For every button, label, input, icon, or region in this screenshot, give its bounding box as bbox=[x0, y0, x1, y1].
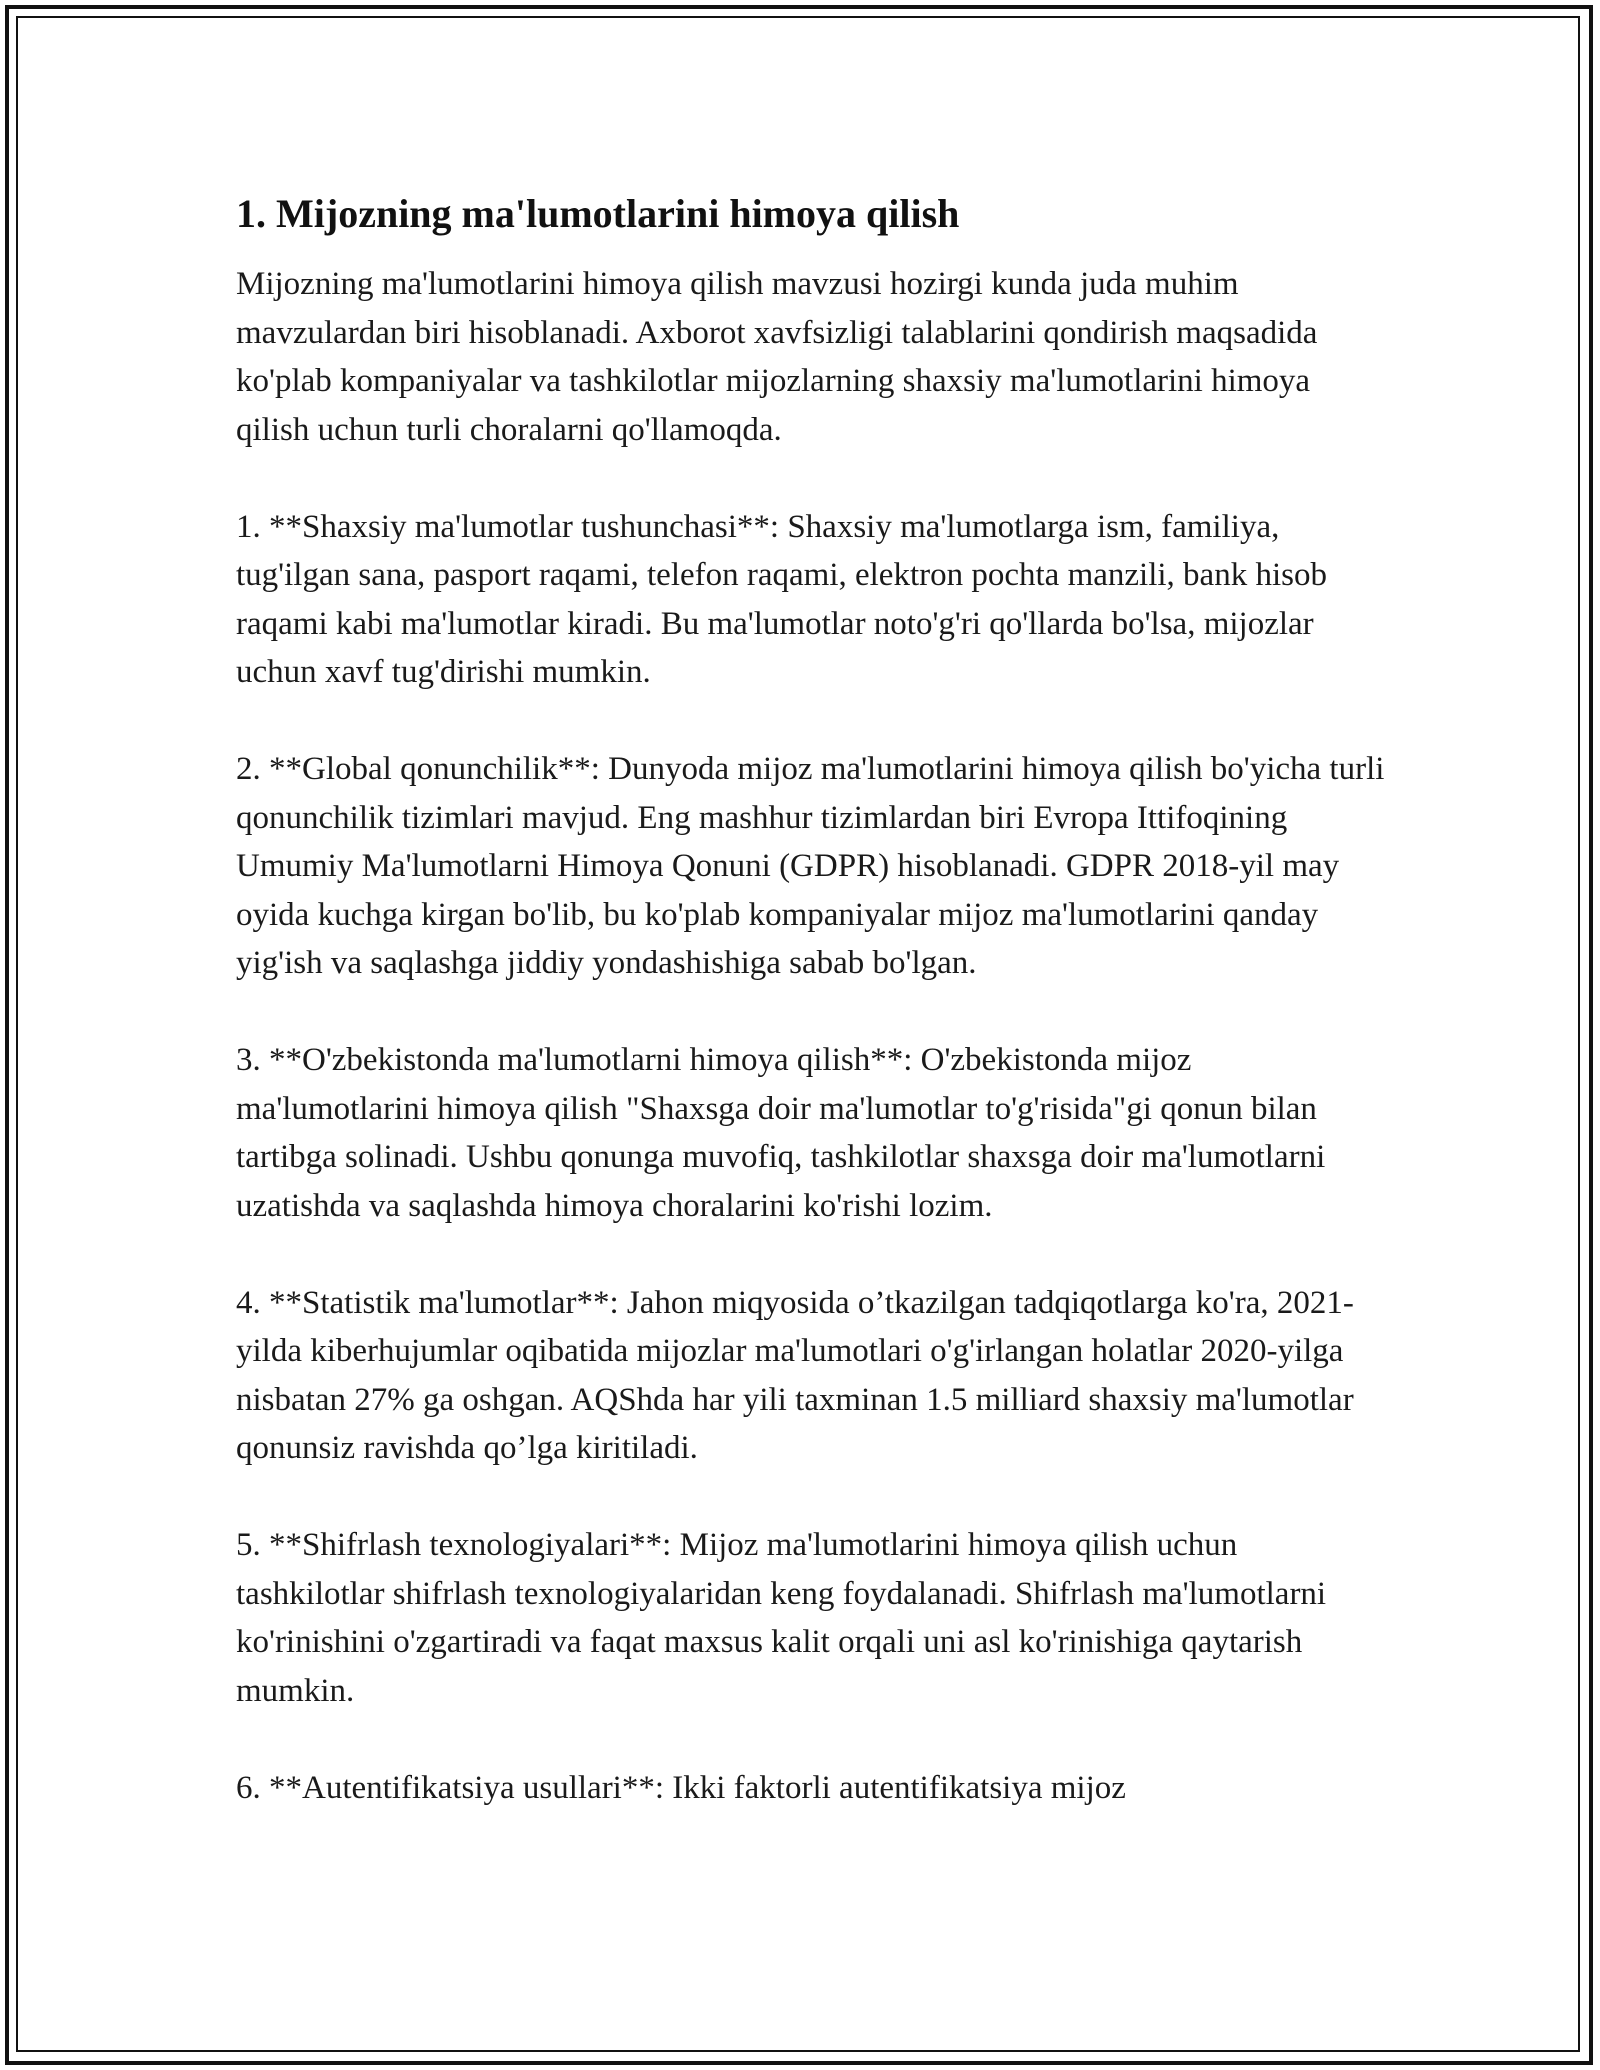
paragraph-authentication: 6. **Autentifikatsiya usullari**: Ikki faktorli autentifikatsiya mijoz bbox=[236, 1769, 1126, 1806]
paragraph-encryption: 5. **Shifrlash texnologiyalari**: Mijoz ma'lumotlarini himoya qilish uchun tashkilotlar shifrlash texnologiyalaridan keng foydalanadi. Shifrlash ma'lumotlarni ko'rinishini o'zgartiradi va faqat maxsus kalit orqali uni asl ko'rinishiga qaytarish mumkin. bbox=[236, 1527, 1327, 1709]
intro-paragraph: Mijozning ma'lumotlarini himoya qilish mavzusi hozirgi kunda juda muhim mavzulardan biri hisoblanadi. Axborot xavfsizligi talablarini qondirish maqsadida ko'plab kompaniyalar va tashkilotlar mijozlarning shaxsiy ma'lumotlarini himoya qilish uchun turli choralarni qo'llamoqda. bbox=[236, 266, 1318, 448]
paragraph-global-law: 2. **Global qonunchilik**: Dunyoda mijoz ma'lumotlarini himoya qilish bo'yicha turli qonunchilik tizimlari mavjud. Eng mashhur tizimlardan biri Evropa Ittifoqining Umumiy Ma'lumotlarni Himoya Qonuni (GDPR) hisoblanadi. GDPR 2018-yil may oyida kuchga kirgan bo'lib, bu ko'plab kompaniyalar mijoz ma'lumotlarini qanday yig'ish va saqlashga jiddiy yondashishiga sabab bo'lgan. bbox=[236, 751, 1385, 981]
paragraph-uzbekistan-law: 3. **O'zbekistonda ma'lumotlarni himoya qilish**: O'zbekistonda mijoz ma'lumotlarini himoya qilish "Shaxsga doir ma'lumotlar to'g'risida"gi qonun bilan tartibga solinadi. Ushbu qonunga muvofiq, tashkilotlar shaxsga doir ma'lumotlarni uzatishda va saqlashda himoya choralarini ko'rishi lozim. bbox=[236, 1042, 1326, 1224]
paragraph-statistics: 4. **Statistik ma'lumotlar**: Jahon miqyosida o’tkazilgan tadqiqotlarga ko'ra, 2021-yilda kiberhujumlar oqibatida mijozlar ma'lumotlari o'g'irlangan holatlar 2020-yilga nisbatan 27% ga oshgan. AQShda har yili taxminan 1.5 milliard shaxsiy ma'lumotlar qonunsiz ravishda qo’lga kiritiladi. bbox=[236, 1284, 1354, 1466]
document-body bbox=[236, 186, 1386, 1861]
paragraph-personal-data: 1. **Shaxsiy ma'lumotlar tushunchasi**: Shaxsiy ma'lumotlarga ism, familiya, tug'ilgan sana, pasport raqami, telefon raqami, elektron pochta manzili, bank hisob raqami kabi ma'lumotlar kiradi. Bu ma'lumotlar noto'g'ri qo'llarda bo'lsa, mijozlar uchun xavf tug'dirishi mumkin. bbox=[236, 508, 1327, 690]
document-title: 1. Mijozning ma'lumotlarini himoya qilish bbox=[236, 191, 960, 236]
